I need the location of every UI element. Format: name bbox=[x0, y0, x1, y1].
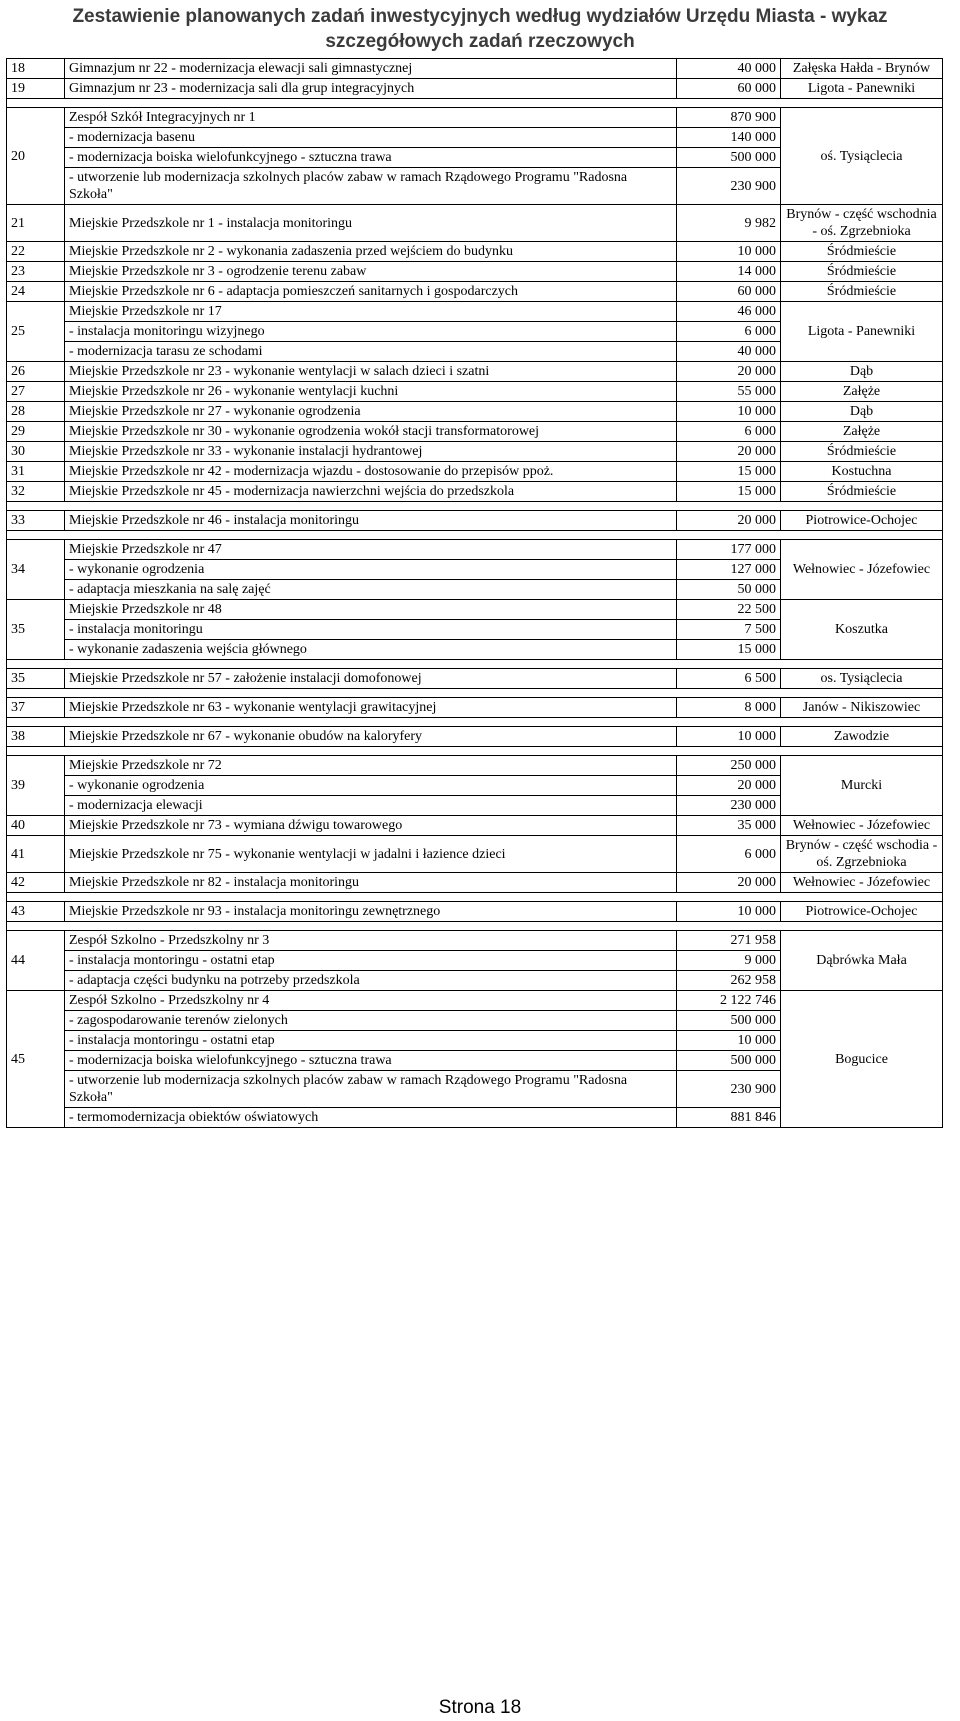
task-location: Śródmieście bbox=[781, 262, 943, 282]
row-number: 31 bbox=[7, 462, 65, 482]
table-row bbox=[7, 511, 943, 531]
task-location: Bogucice bbox=[781, 991, 943, 1128]
task-description: Miejskie Przedszkole nr 17 bbox=[65, 302, 677, 322]
task-amount: 9 982 bbox=[677, 205, 781, 242]
task-amount: 60 000 bbox=[677, 282, 781, 302]
table-row bbox=[7, 600, 943, 620]
task-location: Załęże bbox=[781, 422, 943, 442]
task-location: Dąb bbox=[781, 402, 943, 422]
task-amount: 177 000 bbox=[677, 540, 781, 560]
spacer-cell bbox=[7, 531, 943, 540]
task-location: Murcki bbox=[781, 756, 943, 816]
task-amount: 6 500 bbox=[677, 669, 781, 689]
task-amount: 10 000 bbox=[677, 242, 781, 262]
spacer-cell bbox=[7, 893, 943, 902]
task-description: Miejskie Przedszkole nr 82 - instalacja monitoringu bbox=[65, 873, 677, 893]
task-location: Dąbrówka Mała bbox=[781, 931, 943, 991]
task-description: Miejskie Przedszkole nr 57 - założenie instalacji domofonowej bbox=[65, 669, 677, 689]
task-description: - modernizacja basenu bbox=[65, 128, 677, 148]
row-number: 32 bbox=[7, 482, 65, 502]
task-description: - utworzenie lub modernizacja szkolnych placów zabaw w ramach Rządowego Programu "Radosna Szkoła" bbox=[65, 168, 677, 205]
task-description: - wykonanie ogrodzenia bbox=[65, 560, 677, 580]
task-description: - termomodernizacja obiektów oświatowych bbox=[65, 1108, 677, 1128]
table-row bbox=[7, 991, 943, 1011]
table-row bbox=[7, 931, 943, 951]
task-amount: 9 000 bbox=[677, 951, 781, 971]
task-description: - zagospodarowanie terenów zielonych bbox=[65, 1011, 677, 1031]
table-row bbox=[7, 540, 943, 560]
task-description: Miejskie Przedszkole nr 30 - wykonanie ogrodzenia wokół stacji transformatorowej bbox=[65, 422, 677, 442]
table-row bbox=[7, 205, 943, 242]
row-number: 30 bbox=[7, 442, 65, 462]
task-description: - modernizacja elewacji bbox=[65, 796, 677, 816]
table-row bbox=[7, 402, 943, 422]
task-amount: 262 958 bbox=[677, 971, 781, 991]
task-description: Miejskie Przedszkole nr 47 bbox=[65, 540, 677, 560]
row-number: 25 bbox=[7, 302, 65, 362]
task-location: Piotrowice-Ochojec bbox=[781, 902, 943, 922]
task-location: oś. Tysiąclecia bbox=[781, 108, 943, 205]
table-row bbox=[7, 462, 943, 482]
row-number: 40 bbox=[7, 816, 65, 836]
task-description: Miejskie Przedszkole nr 1 - instalacja monitoringu bbox=[65, 205, 677, 242]
task-description: Miejskie Przedszkole nr 75 - wykonanie wentylacji w jadalni i łazience dzieci bbox=[65, 836, 677, 873]
task-location: Piotrowice-Ochojec bbox=[781, 511, 943, 531]
task-amount: 881 846 bbox=[677, 1108, 781, 1128]
task-location: Brynów - część wschodnia - oś. Zgrzebnioka bbox=[781, 205, 943, 242]
table-row bbox=[7, 727, 943, 747]
task-amount: 127 000 bbox=[677, 560, 781, 580]
task-amount: 230 900 bbox=[677, 168, 781, 205]
row-number: 34 bbox=[7, 540, 65, 600]
row-number: 42 bbox=[7, 873, 65, 893]
table-row bbox=[7, 362, 943, 382]
task-description: - instalacja monitoringu wizyjnego bbox=[65, 322, 677, 342]
task-amount: 7 500 bbox=[677, 620, 781, 640]
task-amount: 10 000 bbox=[677, 902, 781, 922]
task-description: Miejskie Przedszkole nr 26 - wykonanie wentylacji kuchni bbox=[65, 382, 677, 402]
task-amount: 20 000 bbox=[677, 873, 781, 893]
task-amount: 15 000 bbox=[677, 640, 781, 660]
task-location: Wełnowiec - Józefowiec bbox=[781, 816, 943, 836]
row-number: 21 bbox=[7, 205, 65, 242]
tasks-table-body bbox=[7, 59, 943, 1128]
task-description: Gimnazjum nr 22 - modernizacja elewacji sali gimnastycznej bbox=[65, 59, 677, 79]
row-number: 41 bbox=[7, 836, 65, 873]
task-description: - modernizacja tarasu ze schodami bbox=[65, 342, 677, 362]
row-number: 20 bbox=[7, 108, 65, 205]
task-amount: 15 000 bbox=[677, 462, 781, 482]
row-number: 35 bbox=[7, 600, 65, 660]
task-location: Załęska Hałda - Brynów bbox=[781, 59, 943, 79]
table-row bbox=[7, 482, 943, 502]
task-location: os. Tysiąclecia bbox=[781, 669, 943, 689]
task-amount: 140 000 bbox=[677, 128, 781, 148]
task-amount: 50 000 bbox=[677, 580, 781, 600]
task-description: - adaptacja części budynku na potrzeby przedszkola bbox=[65, 971, 677, 991]
task-amount: 271 958 bbox=[677, 931, 781, 951]
table-row bbox=[7, 282, 943, 302]
task-location: Kostuchna bbox=[781, 462, 943, 482]
task-description: - instalacja monitoringu bbox=[65, 620, 677, 640]
spacer-row bbox=[7, 747, 943, 756]
spacer-cell bbox=[7, 502, 943, 511]
spacer-row bbox=[7, 922, 943, 931]
row-number: 23 bbox=[7, 262, 65, 282]
task-description: - wykonanie ogrodzenia bbox=[65, 776, 677, 796]
row-number: 33 bbox=[7, 511, 65, 531]
task-description: Miejskie Przedszkole nr 33 - wykonanie instalacji hydrantowej bbox=[65, 442, 677, 462]
task-description: - modernizacja boiska wielofunkcyjnego - sztuczna trawa bbox=[65, 148, 677, 168]
task-amount: 500 000 bbox=[677, 1051, 781, 1071]
row-number: 29 bbox=[7, 422, 65, 442]
task-amount: 20 000 bbox=[677, 776, 781, 796]
task-amount: 8 000 bbox=[677, 698, 781, 718]
spacer-row bbox=[7, 718, 943, 727]
task-amount: 20 000 bbox=[677, 511, 781, 531]
task-description: Miejskie Przedszkole nr 73 - wymiana dźwigu towarowego bbox=[65, 816, 677, 836]
task-amount: 55 000 bbox=[677, 382, 781, 402]
table-row bbox=[7, 902, 943, 922]
task-description: Miejskie Przedszkole nr 93 - instalacja monitoringu zewnętrznego bbox=[65, 902, 677, 922]
row-number: 19 bbox=[7, 79, 65, 99]
task-amount: 10 000 bbox=[677, 402, 781, 422]
spacer-row bbox=[7, 660, 943, 669]
task-amount: 40 000 bbox=[677, 59, 781, 79]
row-number: 38 bbox=[7, 727, 65, 747]
task-description: Miejskie Przedszkole nr 48 bbox=[65, 600, 677, 620]
task-description: - instalacja montoringu - ostatni etap bbox=[65, 951, 677, 971]
task-description: Miejskie Przedszkole nr 2 - wykonania zadaszenia przed wejściem do budynku bbox=[65, 242, 677, 262]
row-number: 28 bbox=[7, 402, 65, 422]
table-row bbox=[7, 262, 943, 282]
spacer-cell bbox=[7, 718, 943, 727]
table-row bbox=[7, 382, 943, 402]
table-row bbox=[7, 816, 943, 836]
task-amount: 2 122 746 bbox=[677, 991, 781, 1011]
task-description: Miejskie Przedszkole nr 23 - wykonanie wentylacji w salach dzieci i szatni bbox=[65, 362, 677, 382]
task-amount: 20 000 bbox=[677, 362, 781, 382]
task-location: Wełnowiec - Józefowiec bbox=[781, 540, 943, 600]
task-description: Zespół Szkolno - Przedszkolny nr 3 bbox=[65, 931, 677, 951]
task-description: - modernizacja boiska wielofunkcyjnego - sztuczna trawa bbox=[65, 1051, 677, 1071]
task-description: Zespół Szkół Integracyjnych nr 1 bbox=[65, 108, 677, 128]
row-number: 39 bbox=[7, 756, 65, 816]
row-number: 27 bbox=[7, 382, 65, 402]
table-row bbox=[7, 442, 943, 462]
task-location: Śródmieście bbox=[781, 282, 943, 302]
spacer-cell bbox=[7, 747, 943, 756]
spacer-cell bbox=[7, 660, 943, 669]
task-description: - utworzenie lub modernizacja szkolnych placów zabaw w ramach Rządowego Programu "Radosna Szkoła" bbox=[65, 1071, 677, 1108]
table-row bbox=[7, 108, 943, 128]
page-footer: Strona 18 bbox=[438, 1697, 522, 1718]
table-row bbox=[7, 756, 943, 776]
task-amount: 20 000 bbox=[677, 442, 781, 462]
task-description: Zespół Szkolno - Przedszkolny nr 4 bbox=[65, 991, 677, 1011]
spacer-cell bbox=[7, 99, 943, 108]
task-amount: 40 000 bbox=[677, 342, 781, 362]
row-number: 37 bbox=[7, 698, 65, 718]
row-number: 44 bbox=[7, 931, 65, 991]
task-location: Ligota - Panewniki bbox=[781, 79, 943, 99]
spacer-row bbox=[7, 531, 943, 540]
spacer-row bbox=[7, 502, 943, 511]
task-description: Miejskie Przedszkole nr 6 - adaptacja pomieszczeń sanitarnych i gospodarczych bbox=[65, 282, 677, 302]
task-amount: 14 000 bbox=[677, 262, 781, 282]
task-amount: 10 000 bbox=[677, 727, 781, 747]
task-amount: 6 000 bbox=[677, 322, 781, 342]
task-description: - adaptacja mieszkania na salę zajęć bbox=[65, 580, 677, 600]
row-number: 35 bbox=[7, 669, 65, 689]
page-title: Zestawienie planowanych zadań inwestycyjnych według wydziałów Urzędu Miasta - wykaz szczegółowych zadań rzeczowych bbox=[72, 6, 888, 52]
table-row bbox=[7, 79, 943, 99]
task-location: Brynów - część wschodia - oś. Zgrzebnioka bbox=[781, 836, 943, 873]
task-location: Załęże bbox=[781, 382, 943, 402]
task-location: Śródmieście bbox=[781, 482, 943, 502]
spacer-row bbox=[7, 689, 943, 698]
task-description: - instalacja montoringu - ostatni etap bbox=[65, 1031, 677, 1051]
task-description: Miejskie Przedszkole nr 67 - wykonanie obudów na kaloryfery bbox=[65, 727, 677, 747]
table-row bbox=[7, 302, 943, 322]
task-amount: 250 000 bbox=[677, 756, 781, 776]
row-number: 22 bbox=[7, 242, 65, 262]
task-amount: 22 500 bbox=[677, 600, 781, 620]
task-description: Miejskie Przedszkole nr 42 - modernizacja wjazdu - dostosowanie do przepisów ppoż. bbox=[65, 462, 677, 482]
task-description: Miejskie Przedszkole nr 3 - ogrodzenie terenu zabaw bbox=[65, 262, 677, 282]
table-row bbox=[7, 669, 943, 689]
task-amount: 60 000 bbox=[677, 79, 781, 99]
table-row bbox=[7, 422, 943, 442]
row-number: 24 bbox=[7, 282, 65, 302]
task-amount: 230 900 bbox=[677, 1071, 781, 1108]
tasks-table bbox=[6, 58, 943, 1128]
table-row bbox=[7, 836, 943, 873]
task-description: Miejskie Przedszkole nr 72 bbox=[65, 756, 677, 776]
table-row bbox=[7, 59, 943, 79]
task-amount: 500 000 bbox=[677, 148, 781, 168]
task-description: Miejskie Przedszkole nr 27 - wykonanie ogrodzenia bbox=[65, 402, 677, 422]
table-row bbox=[7, 873, 943, 893]
row-number: 43 bbox=[7, 902, 65, 922]
task-description: Miejskie Przedszkole nr 45 - modernizacja nawierzchni wejścia do przedszkola bbox=[65, 482, 677, 502]
task-location: Dąb bbox=[781, 362, 943, 382]
table-row bbox=[7, 242, 943, 262]
task-amount: 870 900 bbox=[677, 108, 781, 128]
table-row bbox=[7, 698, 943, 718]
task-location: Koszutka bbox=[781, 600, 943, 660]
task-amount: 35 000 bbox=[677, 816, 781, 836]
task-description: Miejskie Przedszkole nr 63 - wykonanie wentylacji grawitacyjnej bbox=[65, 698, 677, 718]
spacer-row bbox=[7, 99, 943, 108]
task-location: Janów - Nikiszowiec bbox=[781, 698, 943, 718]
task-amount: 500 000 bbox=[677, 1011, 781, 1031]
row-number: 18 bbox=[7, 59, 65, 79]
task-amount: 10 000 bbox=[677, 1031, 781, 1051]
task-amount: 6 000 bbox=[677, 836, 781, 873]
task-amount: 230 000 bbox=[677, 796, 781, 816]
spacer-cell bbox=[7, 922, 943, 931]
task-location: Ligota - Panewniki bbox=[781, 302, 943, 362]
task-description: Gimnazjum nr 23 - modernizacja sali dla grup integracyjnych bbox=[65, 79, 677, 99]
task-location: Wełnowiec - Józefowiec bbox=[781, 873, 943, 893]
task-amount: 6 000 bbox=[677, 422, 781, 442]
task-location: Śródmieście bbox=[781, 242, 943, 262]
row-number: 26 bbox=[7, 362, 65, 382]
spacer-row bbox=[7, 893, 943, 902]
task-description: - wykonanie zadaszenia wejścia głównego bbox=[65, 640, 677, 660]
tasks-sheet bbox=[6, 58, 942, 1128]
spacer-cell bbox=[7, 689, 943, 698]
task-amount: 46 000 bbox=[677, 302, 781, 322]
task-location: Śródmieście bbox=[781, 442, 943, 462]
row-number: 45 bbox=[7, 991, 65, 1128]
task-location: Zawodzie bbox=[781, 727, 943, 747]
task-description: Miejskie Przedszkole nr 46 - instalacja monitoringu bbox=[65, 511, 677, 531]
task-amount: 15 000 bbox=[677, 482, 781, 502]
